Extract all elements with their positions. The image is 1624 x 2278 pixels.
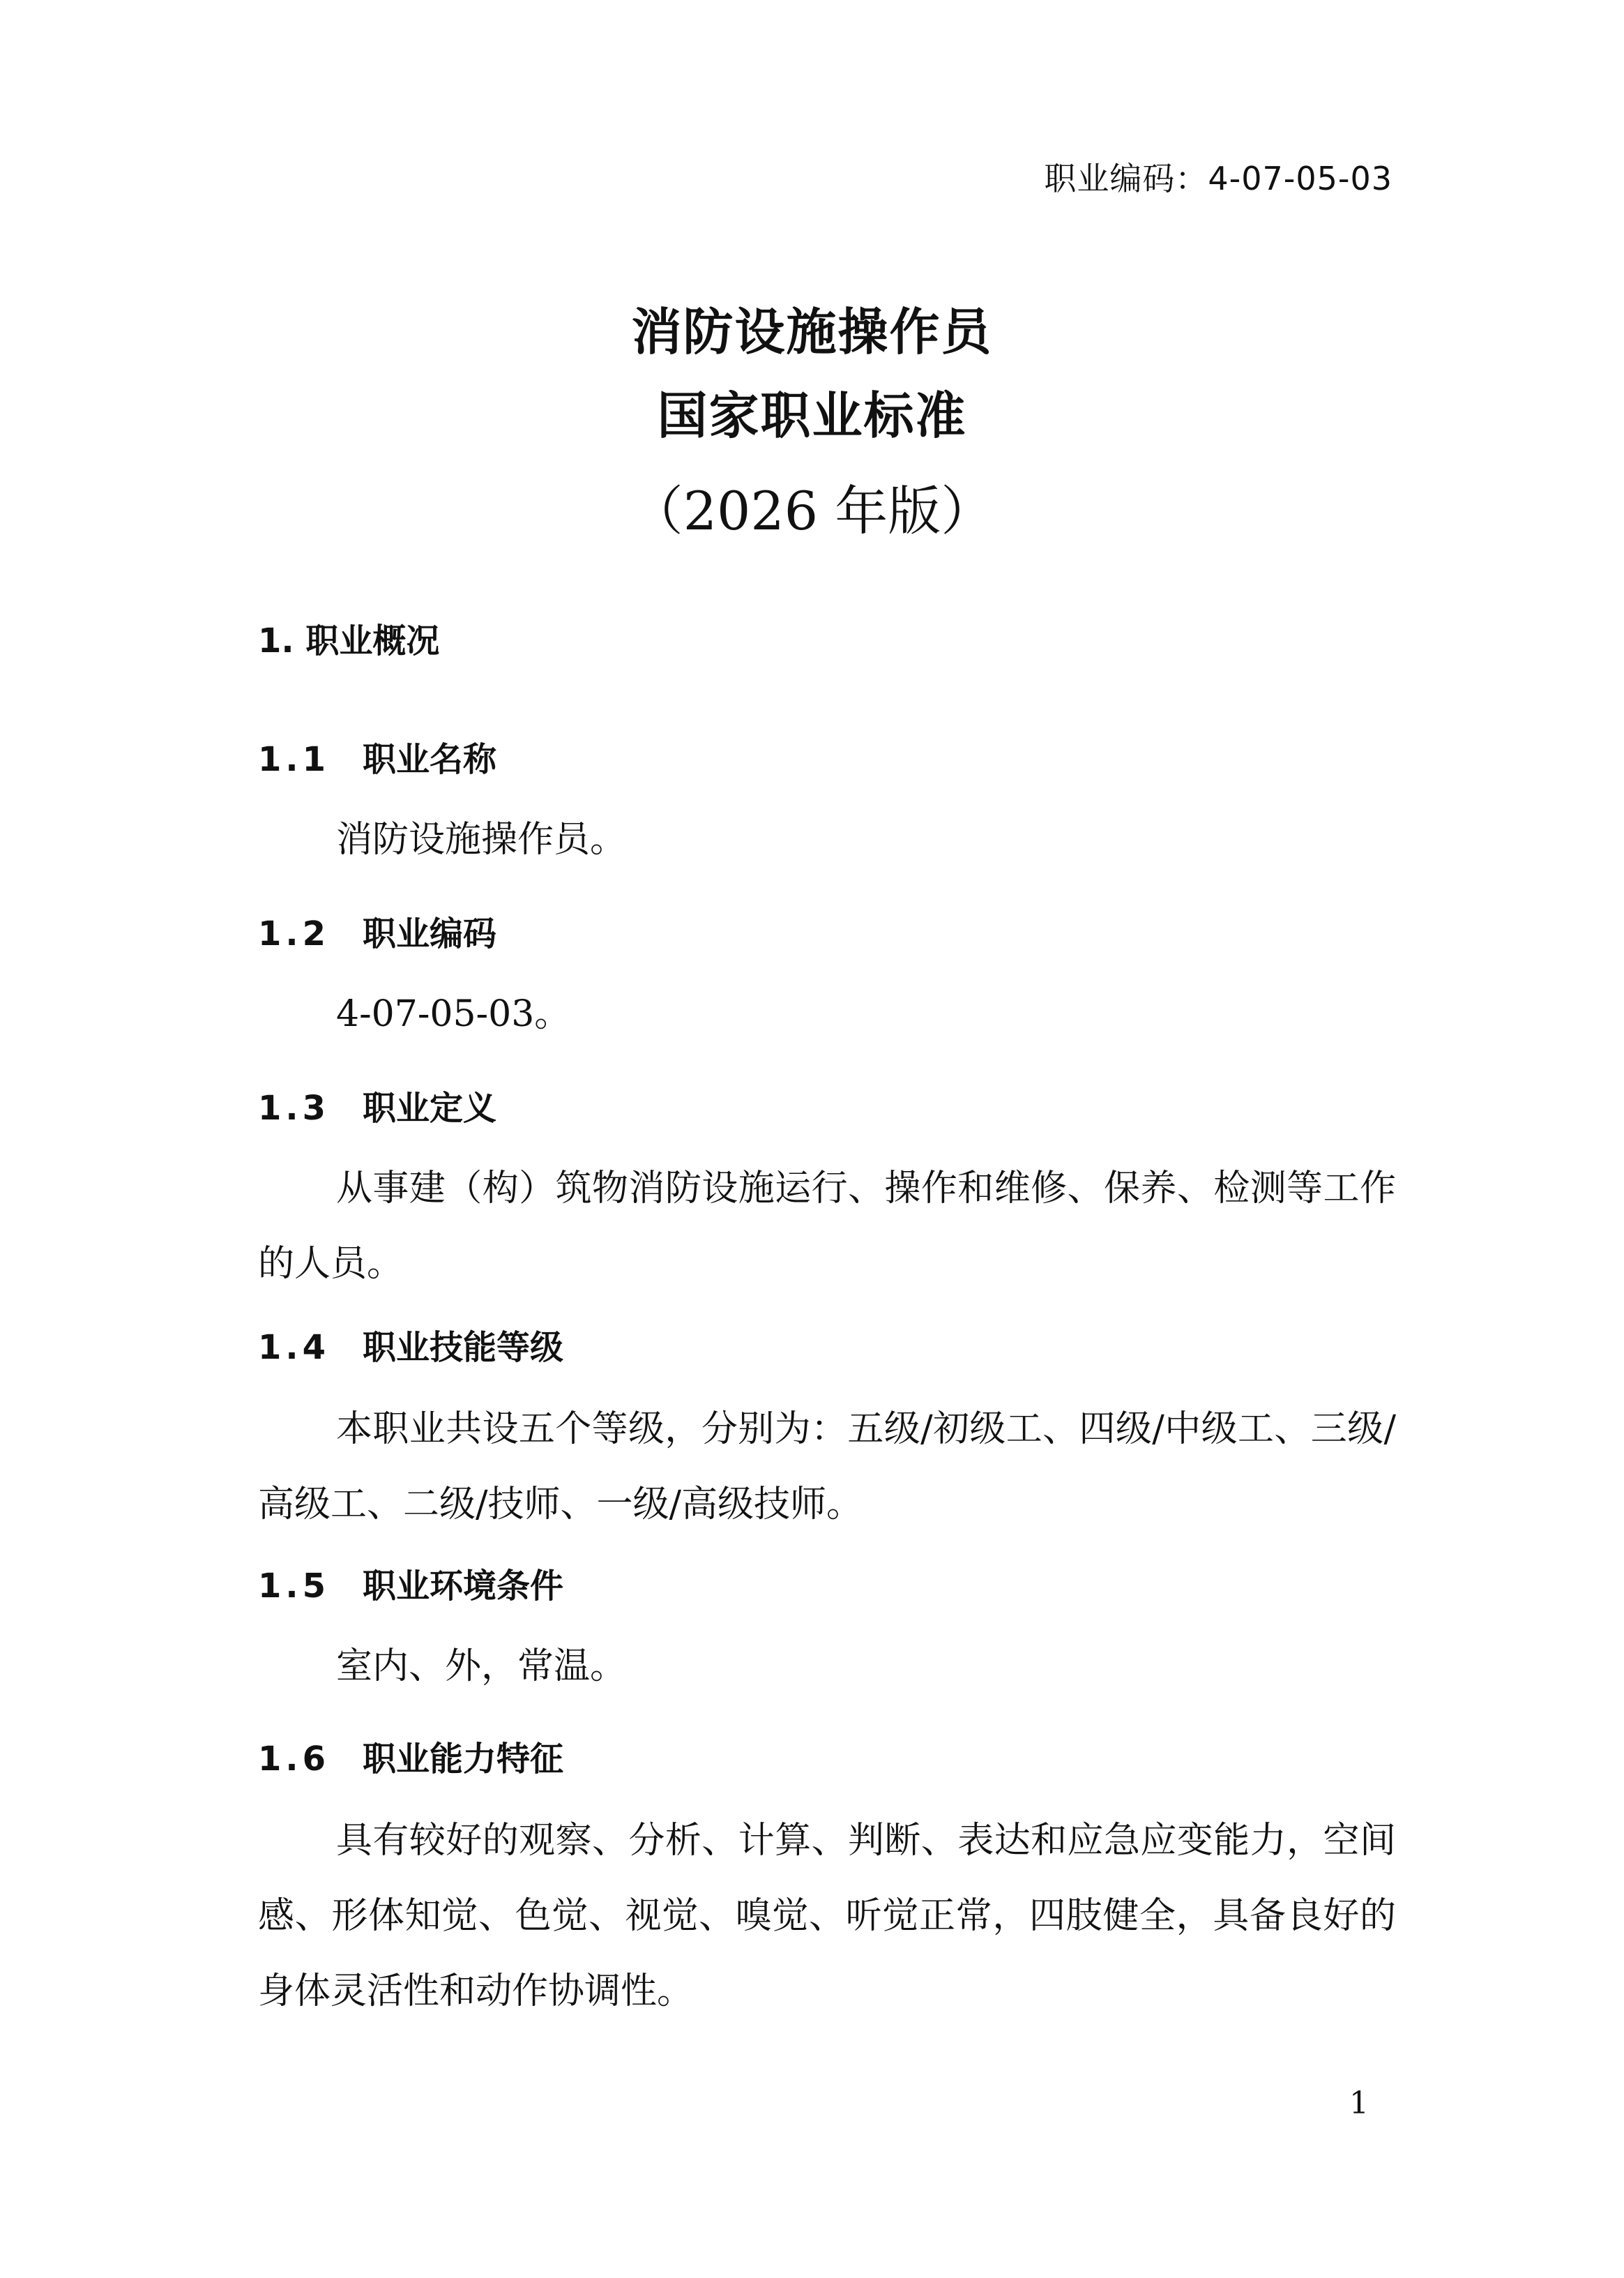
subsection-body-1-2: 4-07-05-03。 <box>336 993 571 1035</box>
subsection-heading-text: 职业名称 <box>363 740 497 779</box>
occupation-code-header: 职业编码：4-07-05-03 <box>1044 160 1392 197</box>
document-title-line1: 消防设施操作员 <box>631 303 993 361</box>
subsection-heading-text: 职业环境条件 <box>363 1567 564 1606</box>
subsection-heading-text: 职业定义 <box>363 1089 497 1128</box>
subsection-heading-text: 职业能力特征 <box>363 1740 564 1779</box>
subsection-body-1-5: 室内、外，常温。 <box>336 1645 627 1687</box>
subsection-number: 1.2 <box>258 914 331 953</box>
page-number: 1 <box>1349 2085 1369 2121</box>
subsection-number: 1.5 <box>258 1567 331 1606</box>
subsection-heading-1-4 <box>258 1320 563 1368</box>
subsection-number: 1.1 <box>258 740 331 779</box>
subsection-heading-1-2 <box>258 907 496 955</box>
subsection-body-1-3: 从事建（构）筑物消防设施运行、操作和维修、保养、检测等工作的人员。 <box>258 1168 1396 1285</box>
subsection-heading-1-3 <box>258 1081 496 1129</box>
subsection-number: 1.4 <box>258 1328 331 1367</box>
subsection-number: 1.3 <box>258 1089 331 1128</box>
subsection-body-1-6: 具有较好的观察、分析、计算、判断、表达和应急应变能力，空间感、形体知觉、色觉、视觉、嗅觉、听觉正常，四肢健全，具备良好的身体灵活性和动作协调性。 <box>258 1820 1396 2012</box>
subsection-body-1-4: 本职业共设五个等级，分别为：五级/初级工、四级/中级工、三级/高级工、二级/技师、一级/高级技师。 <box>258 1408 1396 1525</box>
subsection-heading-1-5 <box>258 1559 563 1607</box>
section-title: 1. 职业概况 <box>258 621 440 661</box>
document-title-line2: 国家职业标准 <box>657 386 967 445</box>
subsection-heading-text: 职业技能等级 <box>363 1328 564 1367</box>
subsection-heading-text: 职业编码 <box>363 914 497 953</box>
document-edition: （2026 年版） <box>630 480 994 542</box>
subsection-number: 1.6 <box>258 1740 331 1779</box>
subsection-heading-1-1 <box>258 732 496 780</box>
subsection-heading-1-6 <box>258 1732 563 1780</box>
subsection-body-1-1: 消防设施操作员。 <box>336 819 627 861</box>
